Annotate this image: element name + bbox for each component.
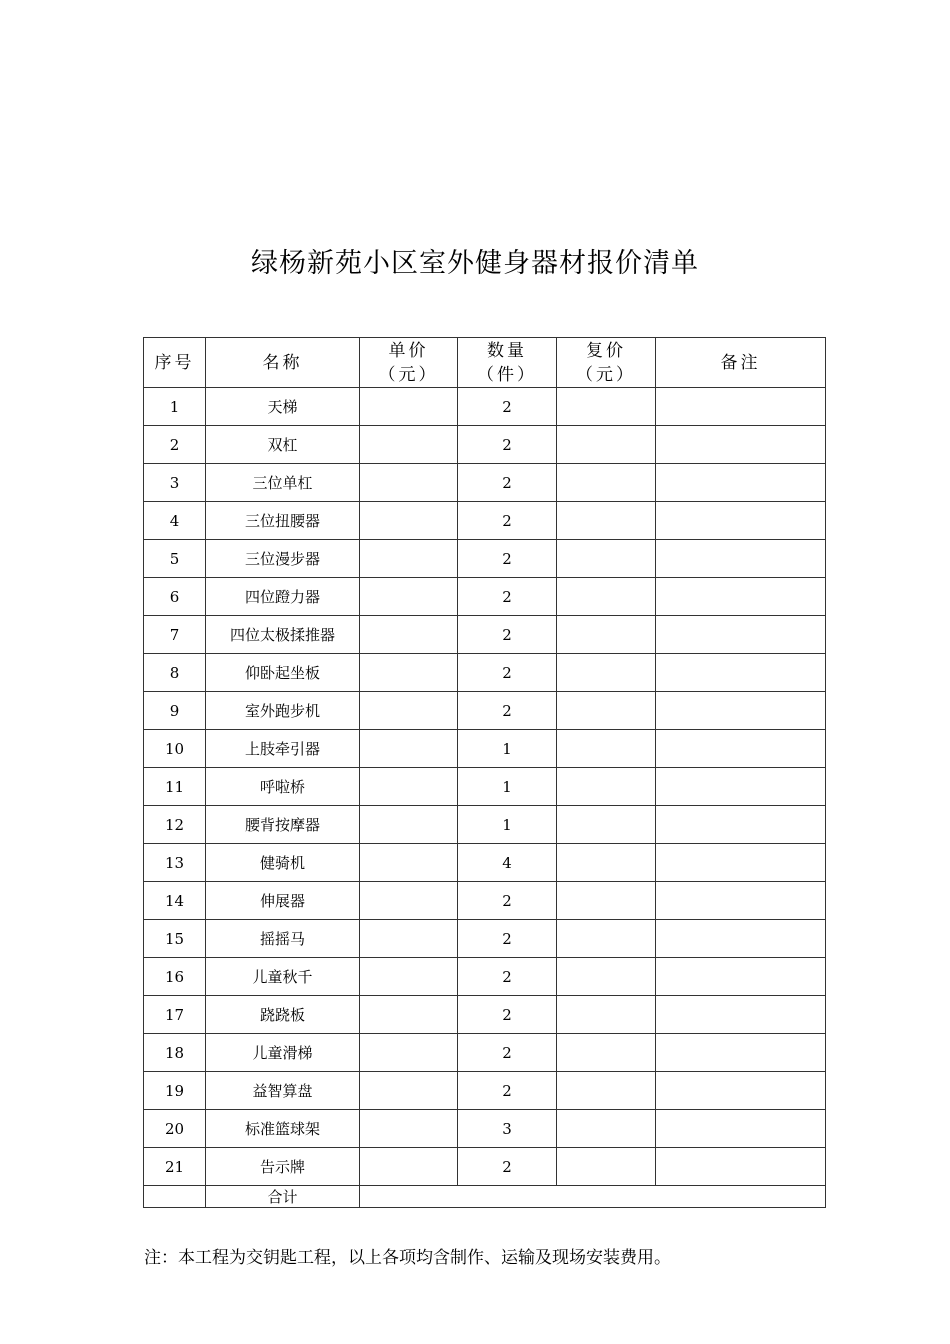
row-unit-price xyxy=(360,388,458,426)
table-row xyxy=(144,996,826,1034)
total-row xyxy=(144,1186,826,1208)
row-remarks xyxy=(656,1072,826,1110)
row-total-price xyxy=(557,654,656,692)
header-total-price-label: 复价 xyxy=(586,340,626,361)
row-unit-price xyxy=(360,540,458,578)
row-unit-price xyxy=(360,844,458,882)
row-quantity: 2 xyxy=(458,1148,557,1186)
row-index: 4 xyxy=(144,502,206,540)
row-quantity: 2 xyxy=(458,1034,557,1072)
header-index: 序号 xyxy=(144,338,206,388)
table-row xyxy=(144,806,826,844)
row-name: 标准篮球架 xyxy=(206,1110,360,1148)
row-quantity: 1 xyxy=(458,730,557,768)
footnote: 注：本工程为交钥匙工程，以上各项均含制作、运输及现场安装费用。 xyxy=(144,1248,671,1268)
row-remarks xyxy=(656,616,826,654)
row-name: 四位蹬力器 xyxy=(206,578,360,616)
row-unit-price xyxy=(360,464,458,502)
table-row xyxy=(144,578,826,616)
table-row xyxy=(144,958,826,996)
header-total-price xyxy=(557,338,656,388)
row-quantity: 4 xyxy=(458,844,557,882)
row-remarks xyxy=(656,844,826,882)
row-unit-price xyxy=(360,882,458,920)
row-quantity: 2 xyxy=(458,616,557,654)
row-name: 三位扭腰器 xyxy=(206,502,360,540)
row-unit-price xyxy=(360,692,458,730)
table-row xyxy=(144,1034,826,1072)
table-row xyxy=(144,616,826,654)
row-name: 呼啦桥 xyxy=(206,768,360,806)
row-index: 8 xyxy=(144,654,206,692)
table-row xyxy=(144,388,826,426)
row-index: 1 xyxy=(144,388,206,426)
row-name: 健骑机 xyxy=(206,844,360,882)
row-unit-price xyxy=(360,1148,458,1186)
row-total-price xyxy=(557,1034,656,1072)
row-total-price xyxy=(557,578,656,616)
row-name: 儿童秋千 xyxy=(206,958,360,996)
row-unit-price xyxy=(360,502,458,540)
header-remarks: 备注 xyxy=(656,338,826,388)
row-name: 仰卧起坐板 xyxy=(206,654,360,692)
table-row xyxy=(144,882,826,920)
row-quantity: 1 xyxy=(458,806,557,844)
row-quantity: 2 xyxy=(458,692,557,730)
row-total-price xyxy=(557,540,656,578)
table-row xyxy=(144,1072,826,1110)
table-row xyxy=(144,654,826,692)
row-quantity: 2 xyxy=(458,502,557,540)
row-remarks xyxy=(656,958,826,996)
row-total-price xyxy=(557,958,656,996)
row-index: 7 xyxy=(144,616,206,654)
row-name: 儿童滑梯 xyxy=(206,1034,360,1072)
row-name: 室外跑步机 xyxy=(206,692,360,730)
row-remarks xyxy=(656,388,826,426)
row-quantity: 2 xyxy=(458,958,557,996)
row-name: 四位太极揉推器 xyxy=(206,616,360,654)
row-remarks xyxy=(656,1148,826,1186)
row-index: 18 xyxy=(144,1034,206,1072)
row-index: 2 xyxy=(144,426,206,464)
row-quantity: 1 xyxy=(458,768,557,806)
row-total-price xyxy=(557,844,656,882)
row-remarks xyxy=(656,578,826,616)
row-index: 5 xyxy=(144,540,206,578)
row-name: 伸展器 xyxy=(206,882,360,920)
row-index: 6 xyxy=(144,578,206,616)
header-unit-price-label: 单价 xyxy=(388,340,429,361)
row-total-price xyxy=(557,1110,656,1148)
row-unit-price xyxy=(360,996,458,1034)
row-total-price xyxy=(557,388,656,426)
row-unit-price xyxy=(360,730,458,768)
row-unit-price xyxy=(360,920,458,958)
table-row xyxy=(144,1110,826,1148)
table-row xyxy=(144,502,826,540)
table-row xyxy=(144,768,826,806)
row-unit-price xyxy=(360,806,458,844)
row-total-price xyxy=(557,502,656,540)
row-remarks xyxy=(656,882,826,920)
row-name: 上肢牵引器 xyxy=(206,730,360,768)
row-quantity: 3 xyxy=(458,1110,557,1148)
row-index: 12 xyxy=(144,806,206,844)
row-unit-price xyxy=(360,768,458,806)
header-total-price-unit: （元） xyxy=(576,364,636,385)
row-remarks xyxy=(656,768,826,806)
table-body xyxy=(144,388,826,1186)
row-total-price xyxy=(557,806,656,844)
row-quantity: 2 xyxy=(458,388,557,426)
row-total-price xyxy=(557,920,656,958)
row-quantity: 2 xyxy=(458,882,557,920)
row-index: 14 xyxy=(144,882,206,920)
row-total-price xyxy=(557,1148,656,1186)
row-remarks xyxy=(656,540,826,578)
row-remarks xyxy=(656,1034,826,1072)
total-label: 合计 xyxy=(206,1186,360,1208)
row-total-price xyxy=(557,768,656,806)
table-row xyxy=(144,1148,826,1186)
row-quantity: 2 xyxy=(458,426,557,464)
row-unit-price xyxy=(360,1072,458,1110)
row-unit-price xyxy=(360,958,458,996)
row-unit-price xyxy=(360,616,458,654)
row-index: 16 xyxy=(144,958,206,996)
row-name: 跷跷板 xyxy=(206,996,360,1034)
row-index: 20 xyxy=(144,1110,206,1148)
quotation-table xyxy=(143,337,826,1208)
row-name: 腰背按摩器 xyxy=(206,806,360,844)
row-remarks xyxy=(656,920,826,958)
header-unit-price xyxy=(360,338,458,388)
row-name: 三位漫步器 xyxy=(206,540,360,578)
row-remarks xyxy=(656,692,826,730)
row-unit-price xyxy=(360,1110,458,1148)
row-unit-price xyxy=(360,1034,458,1072)
row-quantity: 2 xyxy=(458,654,557,692)
row-remarks xyxy=(656,464,826,502)
row-index: 21 xyxy=(144,1148,206,1186)
row-total-price xyxy=(557,882,656,920)
table-row xyxy=(144,692,826,730)
header-quantity xyxy=(458,338,557,388)
total-index-cell xyxy=(144,1186,206,1208)
row-unit-price xyxy=(360,426,458,464)
row-quantity: 2 xyxy=(458,920,557,958)
row-name: 摇摇马 xyxy=(206,920,360,958)
row-quantity: 2 xyxy=(458,996,557,1034)
row-remarks xyxy=(656,502,826,540)
row-total-price xyxy=(557,1072,656,1110)
row-index: 9 xyxy=(144,692,206,730)
row-remarks xyxy=(656,654,826,692)
row-index: 17 xyxy=(144,996,206,1034)
row-index: 15 xyxy=(144,920,206,958)
row-remarks xyxy=(656,1110,826,1148)
row-total-price xyxy=(557,616,656,654)
row-name: 天梯 xyxy=(206,388,360,426)
row-name: 双杠 xyxy=(206,426,360,464)
row-remarks xyxy=(656,806,826,844)
table-row xyxy=(144,540,826,578)
row-name: 三位单杠 xyxy=(206,464,360,502)
page-title: 绿杨新苑小区室外健身器材报价清单 xyxy=(251,248,699,279)
table-row xyxy=(144,464,826,502)
table-row xyxy=(144,730,826,768)
table-row xyxy=(144,920,826,958)
row-unit-price xyxy=(360,578,458,616)
header-row xyxy=(144,338,826,388)
row-remarks xyxy=(656,426,826,464)
row-quantity: 2 xyxy=(458,464,557,502)
row-index: 19 xyxy=(144,1072,206,1110)
row-quantity: 2 xyxy=(458,578,557,616)
row-quantity: 2 xyxy=(458,1072,557,1110)
total-value-cell xyxy=(360,1186,826,1208)
row-index: 13 xyxy=(144,844,206,882)
header-quantity-unit: （件） xyxy=(477,364,537,385)
row-remarks xyxy=(656,730,826,768)
header-name: 名称 xyxy=(206,338,360,388)
row-total-price xyxy=(557,426,656,464)
row-index: 11 xyxy=(144,768,206,806)
row-index: 3 xyxy=(144,464,206,502)
table-row xyxy=(144,426,826,464)
row-total-price xyxy=(557,730,656,768)
row-total-price xyxy=(557,464,656,502)
row-name: 告示牌 xyxy=(206,1148,360,1186)
row-quantity: 2 xyxy=(458,540,557,578)
row-index: 10 xyxy=(144,730,206,768)
row-name: 益智算盘 xyxy=(206,1072,360,1110)
row-remarks xyxy=(656,996,826,1034)
header-unit-price-unit: （元） xyxy=(378,364,439,385)
header-quantity-label: 数量 xyxy=(487,340,527,361)
table-row xyxy=(144,844,826,882)
row-unit-price xyxy=(360,654,458,692)
row-total-price xyxy=(557,692,656,730)
row-total-price xyxy=(557,996,656,1034)
